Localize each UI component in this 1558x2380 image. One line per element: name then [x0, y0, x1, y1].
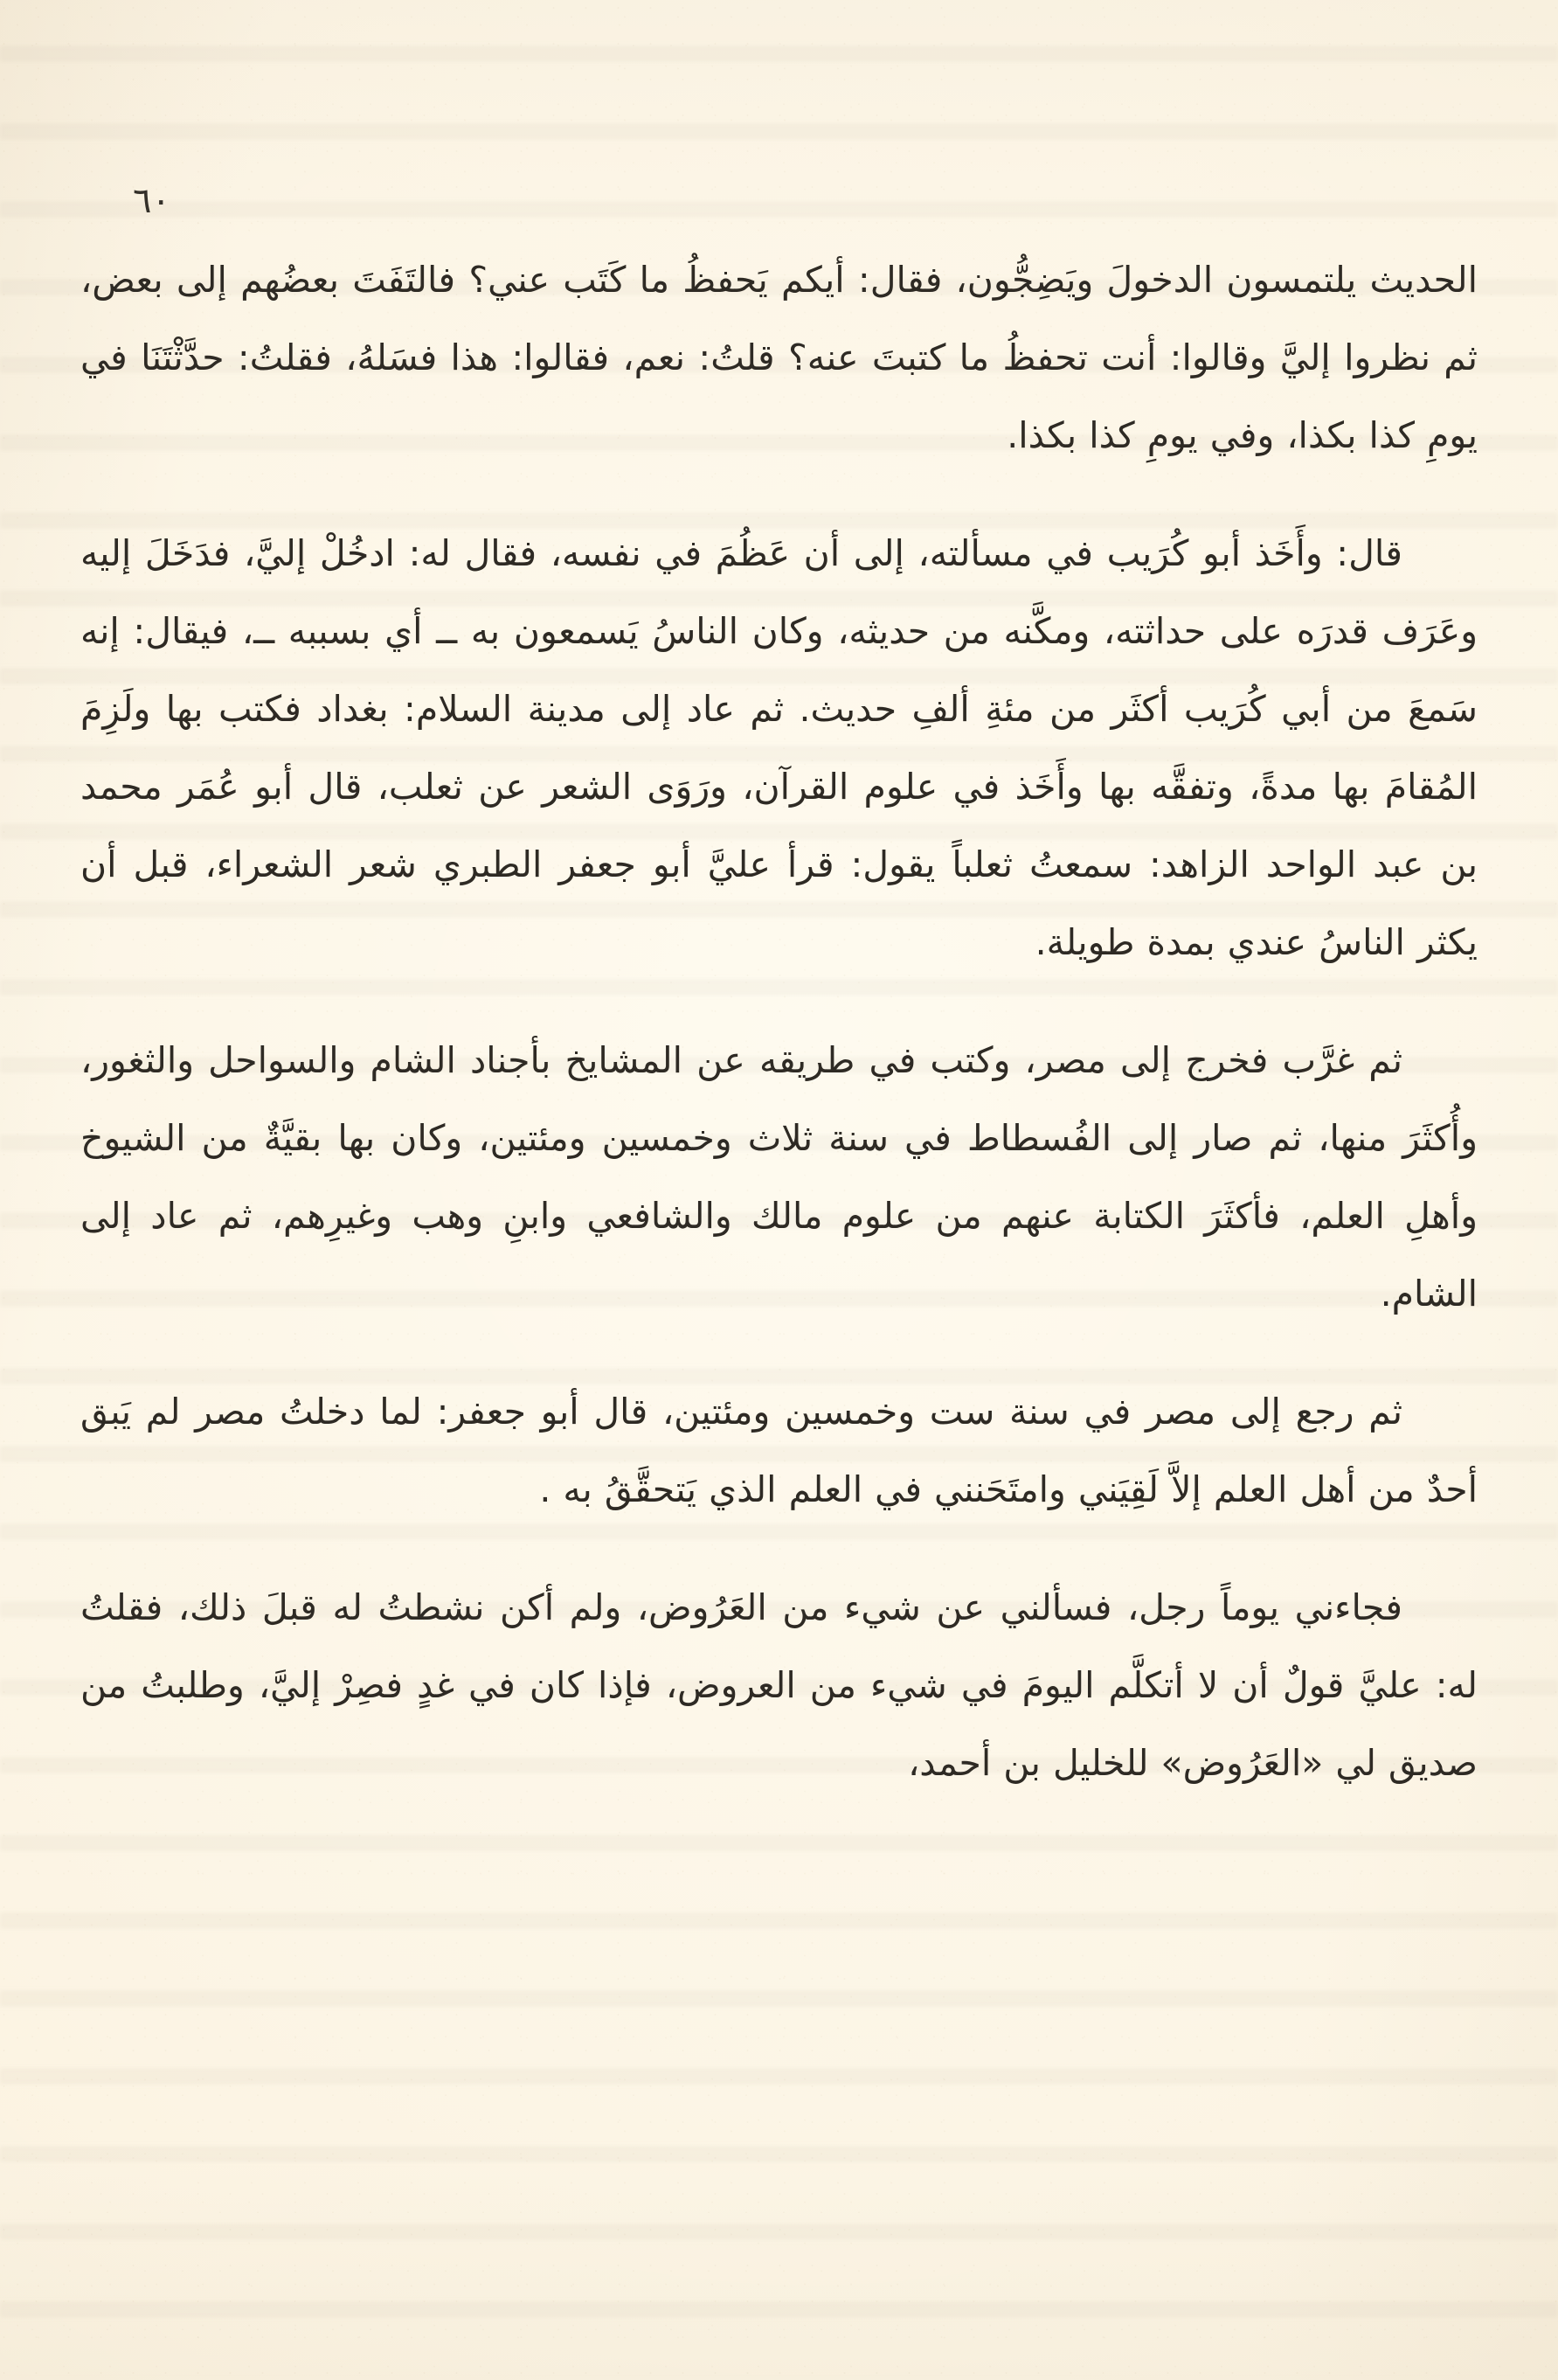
page-number: ٦٠	[133, 181, 170, 221]
paragraph-3: ثم غرَّب فخرج إلى مصر، وكتب في طريقه عن المشايخ بأجناد الشام والسواحل والثغور، وأُكثَرَ منها، ثم صار إلى الفُسطاط في سنة ثلاث وخمسين ومئتين، وكان بها بقيَّةٌ من الشيوخ وأهلِ العلم، فأكثَرَ الكتابة عنهم من علوم مالك والشافعي وابنِ وهب وغيرِهم، ثم عاد إلى الشام.	[80, 1039, 1478, 1315]
paragraph-2: قال: وأَخَذ أبو كُرَيب في مسألته، إلى أن عَظُمَ في نفسه، فقال له: ادخُلْ إليَّ، فدَخَلَ إليه وعَرَف قدرَه على حداثته، ومكَّنه من حديثه، وكان الناسُ يَسمعون به ــ أي بسببه ــ، فيقال: إنه سَمعَ من أبي كُرَيب أكثَر من مئةِ ألفِ حديث. ثم عاد إلى مدينة السلام: بغداد فكتب بها ولَزِمَ المُقامَ بها مدةً، وتفقَّه بها وأَخَذ في علوم القرآن، ورَوَى الشعر عن ثعلب، قال أبو عُمَر محمد بن عبد الواحد الزاهد: سمعتُ ثعلباً يقول: قرأ عليَّ أبو جعفر الطبري شعر الشعراء، قبل أن يكثر الناسُ عندي بمدة طويلة.	[80, 532, 1478, 963]
paragraph-5: فجاءني يوماً رجل، فسألني عن شيء من العَرُوض، ولم أكن نشطتُ له قبلَ ذلك، فقلتُ له: عليَّ قولٌ أن لا أتكلَّم اليومَ في شيء من العروض، فإذا كان في غدٍ فصِرْ إليَّ، وطلبتُ من صديق لي «العَرُوض» للخليل بن أحمد،	[80, 1586, 1478, 1784]
paragraph-1: الحديث يلتمسون الدخولَ ويَضِجُّون، فقال: أيكم يَحفظُ ما كَتَب عني؟ فالتَفَتَ بعضُهم إلى بعض، ثم نظروا إليَّ وقالوا: أنت تحفظُ ما كتبتَ عنه؟ قلتُ: نعم، فقالوا: هذا فسَلهُ، فقلتُ: حدَّثْتَنَا في يومِ كذا بكذا، وفي يومِ كذا بكذا.	[80, 259, 1478, 456]
body-text-column	[80, 241, 1478, 1802]
paragraph-4: ثم رجع إلى مصر في سنة ست وخمسين ومئتين، قال أبو جعفر: لما دخلتُ مصر لم يَبق أحدٌ من أهل العلم إلاَّ لَقِيَني وامتَحَنني في العلم الذي يَتحقَّقُ به .	[80, 1391, 1478, 1510]
